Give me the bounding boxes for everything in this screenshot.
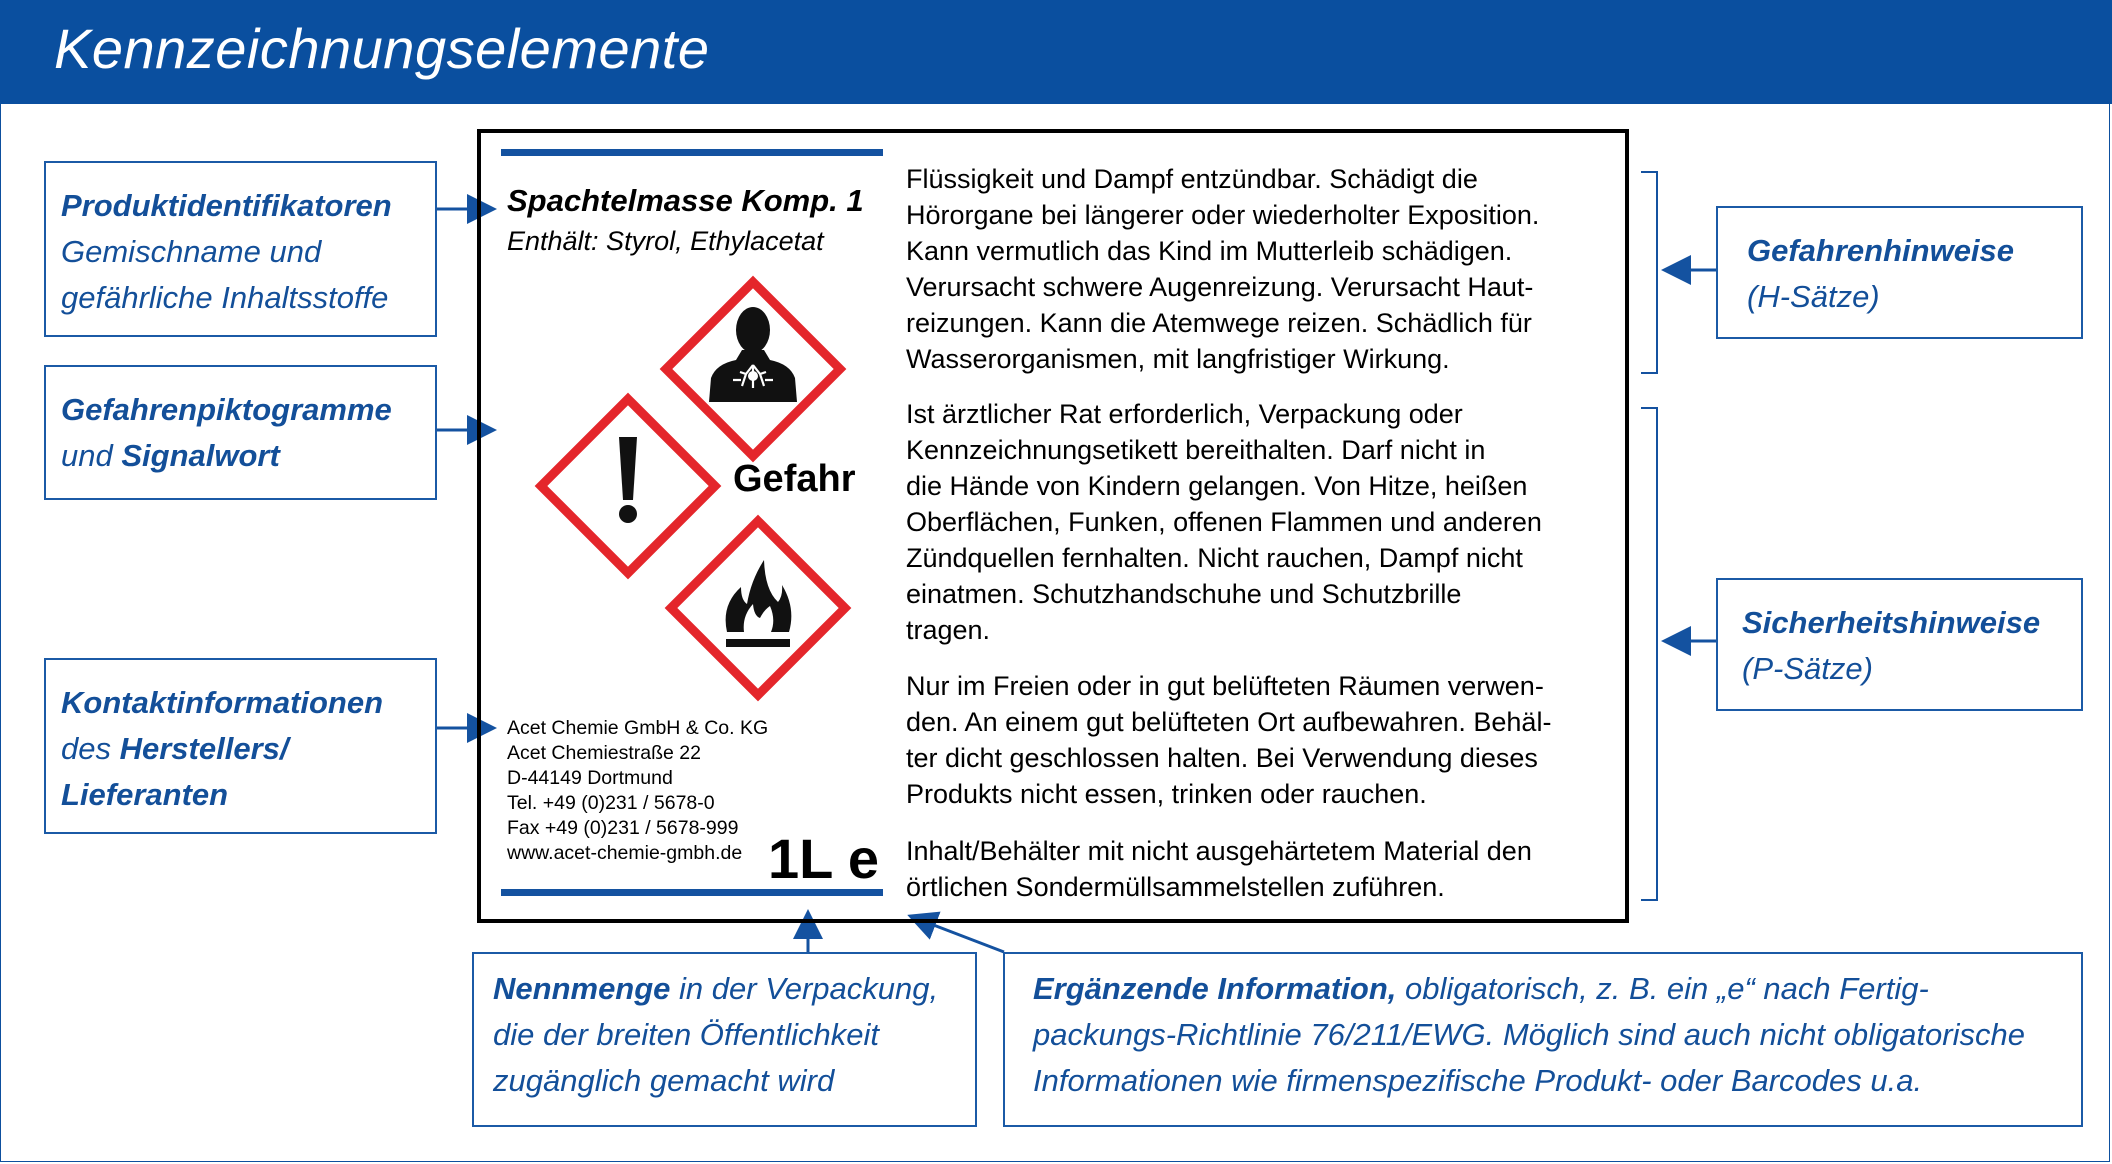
callout-contact-title: Kontaktinformationen <box>61 685 384 720</box>
callout-supplementary-line3: Informationen wie firmenspezifische Produkt- oder Barcodes u.a. <box>1033 1063 1923 1098</box>
h-line-2: Hörorgane bei längerer oder wiederholter Exposition. <box>906 200 1540 230</box>
signal-word: Gefahr <box>733 458 856 500</box>
h-line-5: reizungen. Kann die Atemwege reizen. Schädlich für <box>906 308 1532 338</box>
page-title: Kennzeichnungselemente <box>54 17 710 80</box>
callout-supplementary-title: Ergänzende Information, <box>1033 971 1397 1006</box>
callout-hazard-sub: (H-Sätze) <box>1747 279 1880 314</box>
callout-supplementary-line2: packungs-Richtlinie 76/211/EWG. Möglich sind auch nicht obligatorische <box>1033 1017 2025 1052</box>
p1-line-4: Oberflächen, Funken, offenen Flammen und anderen <box>906 507 1542 537</box>
callout-contact-supplier: Lieferanten <box>61 777 229 812</box>
product-name: Spachtelmasse Komp. 1 <box>507 183 864 218</box>
callout-pictograms-title: Gefahrenpiktogramme <box>61 392 392 427</box>
callout-quantity-line3: zugänglich gemacht wird <box>493 1063 835 1098</box>
flame-icon <box>671 521 845 695</box>
callout-quantity-line1: in der Verpackung, <box>670 971 939 1006</box>
p3-line-1: Inhalt/Behälter mit nicht ausgehärtetem Material den <box>906 836 1532 866</box>
p1-line-7: tragen. <box>906 615 991 645</box>
p1-line-5: Zündquellen fernhalten. Nicht rauchen, Dampf nicht <box>906 543 1523 573</box>
nominal-quantity: 1L e <box>768 827 880 890</box>
callout-safety-title: Sicherheitshinweise <box>1742 605 2041 640</box>
address-line-5: Fax +49 (0)231 / 5678-999 <box>507 817 739 839</box>
p1-line-2: Kennzeichnungsetikett bereithalten. Darf nicht in <box>906 435 1486 465</box>
callout-contact-manufacturer: Herstellers/ <box>119 731 289 766</box>
callout-product-ids-line2: Gemischname und <box>61 234 322 269</box>
callout-hazard-title: Gefahrenhinweise <box>1747 233 2015 268</box>
p2-line-2: den. An einem gut belüfteten Ort aufbewahren. Behäl- <box>906 707 1552 737</box>
p1-line-6: einatmen. Schutzhandschuhe und Schutzbrille <box>906 579 1462 609</box>
p1-line-3: die Hände von Kindern gelangen. Von Hitze, heißen <box>906 471 1528 501</box>
p3-line-2: örtlichen Sondermüllsammelstellen zuführen. <box>906 872 1445 902</box>
address-line-2: Acet Chemiestraße 22 <box>507 742 702 764</box>
p1-line-1: Ist ärztlicher Rat erforderlich, Verpackung oder <box>906 399 1463 429</box>
h-line-4: Verursacht schwere Augenreizung. Verursacht Haut- <box>906 272 1534 302</box>
p2-line-4: Produkts nicht essen, trinken oder rauchen. <box>906 779 1427 809</box>
address-line-4: Tel. +49 (0)231 / 5678-0 <box>507 792 715 814</box>
h-line-6: Wasserorganismen, mit langfristiger Wirkung. <box>906 344 1450 374</box>
callout-pictograms-signalword: Signalwort <box>121 438 280 473</box>
h-line-1: Flüssigkeit und Dampf entzündbar. Schädigt die <box>906 164 1478 194</box>
p2-line-3: ter dicht geschlossen halten. Bei Verwendung dieses <box>906 743 1538 773</box>
callout-pictograms-line2-pre: und <box>61 438 122 473</box>
callout-safety-sub: (P-Sätze) <box>1742 651 1873 686</box>
callout-contact-line2-pre: des <box>61 731 120 766</box>
callout-supplementary-line1: obligatorisch, z. B. ein „e“ nach Fertig- <box>1396 971 1929 1006</box>
callout-quantity-title: Nennmenge <box>493 971 671 1006</box>
callout-product-ids-line3: gefährliche Inhaltsstoffe <box>61 280 389 315</box>
address-line-1: Acet Chemie GmbH & Co. KG <box>507 717 769 739</box>
p2-line-1: Nur im Freien oder in gut belüfteten Räumen verwen- <box>906 671 1544 701</box>
hazardous-ingredients: Enthält: Styrol, Ethylacetat <box>507 226 824 256</box>
address-line-3: D-44149 Dortmund <box>507 767 673 789</box>
callout-product-ids-title: Produktidentifikatoren <box>61 188 392 223</box>
exclamation-mark-icon <box>541 399 715 573</box>
address-line-6: www.acet-chemie-gmbh.de <box>507 842 743 864</box>
health-hazard-icon <box>666 282 840 456</box>
callout-quantity-line2: die der breiten Öffentlichkeit <box>493 1017 879 1052</box>
h-line-3: Kann vermutlich das Kind im Mutterleib schädigen. <box>906 236 1513 266</box>
